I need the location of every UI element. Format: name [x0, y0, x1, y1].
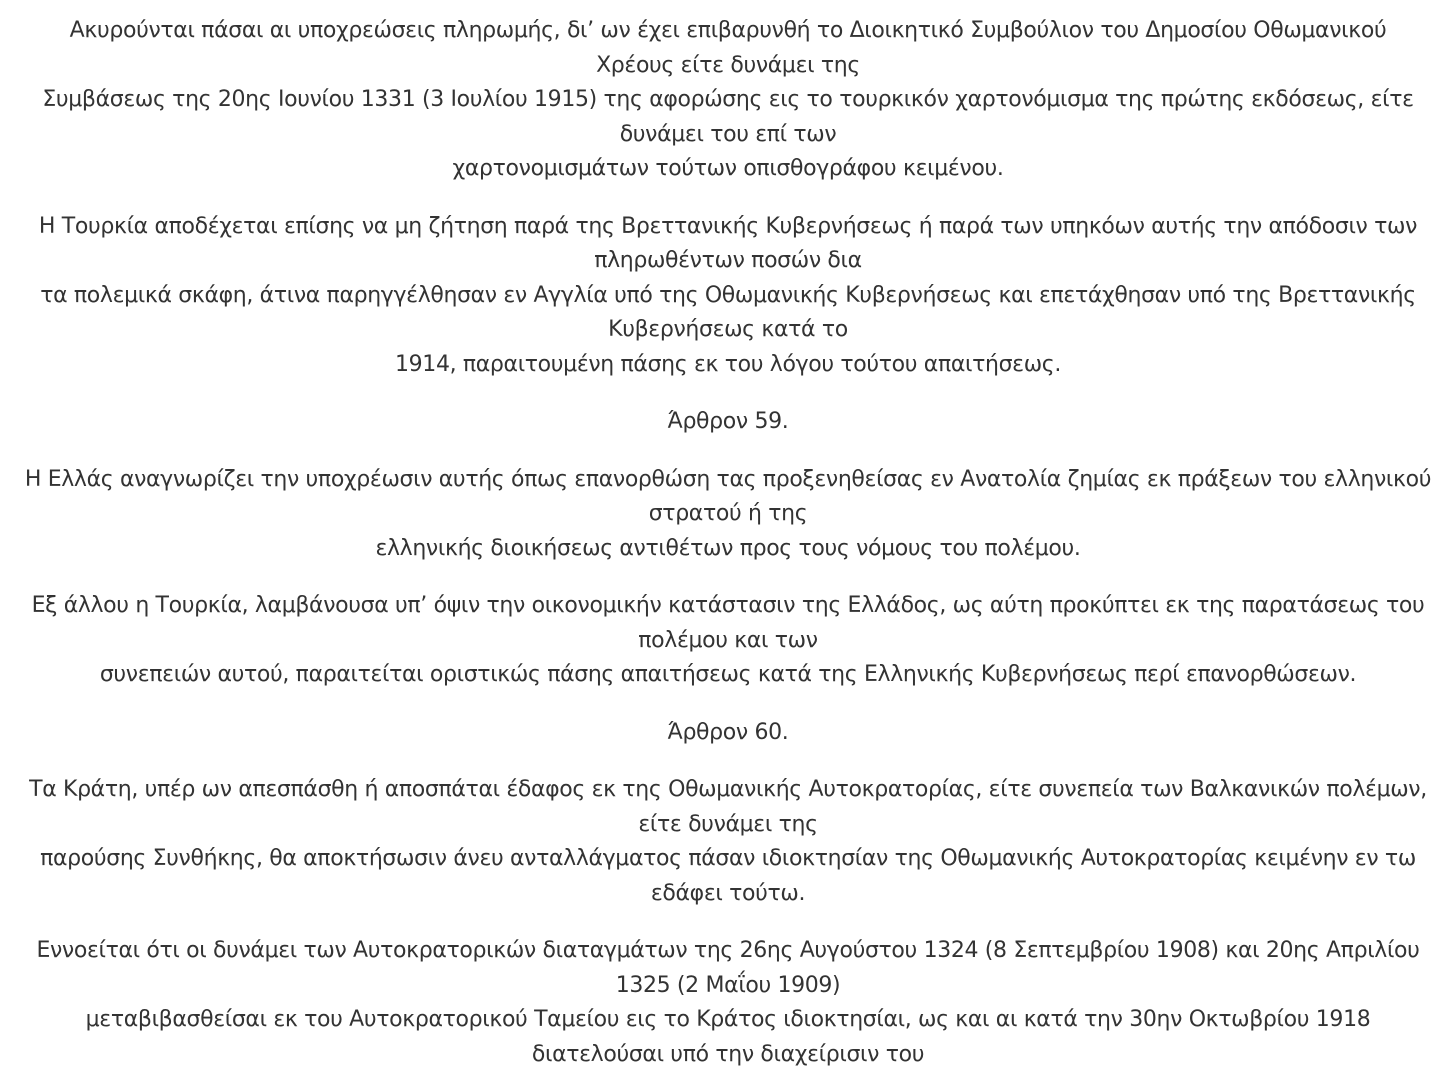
paragraph-turkey-renunciation: [8, 589, 1448, 693]
text-line: στρατού ή της: [648, 501, 808, 526]
text-line: εδάφει τούτω.: [650, 880, 806, 906]
article-title: Άρθρον 59.: [667, 409, 789, 434]
paragraph-payment-obligations: [8, 14, 1448, 187]
text-line: παρούσης Συνθήκης, θα αποκτήσωσιν άνευ ανταλλάγματος πάσαν ιδιοκτησίαν της Οθωμανικής Αυτοκρατορίας κειμένην εν τω: [40, 846, 1416, 871]
paragraph-territory-property: [8, 773, 1448, 911]
paragraph-warships: [8, 210, 1448, 383]
text-line: Κυβερνήσεως κατά το: [608, 317, 848, 342]
text-line: χαρτονομισμάτων τούτων οπισθογράφου κειμένου.: [452, 156, 1004, 181]
text-line: διατελούσαι υπό την διαχείρισιν του: [531, 1041, 925, 1067]
text-line: πολέμου και των: [638, 627, 818, 653]
text-line: μεταβιβασθείσαι εκ του Αυτοκρατορικού Ταμείου εις το Κράτος ιδιοκτησίαι, ως και αι κατά την 30ην Οκτωβρίου 1918: [85, 1007, 1371, 1032]
text-line: δυνάμει του επί των: [619, 121, 837, 147]
text-line: ελληνικής διοικήσεως αντιθέτων προς τους νόμους του πολέμου.: [375, 535, 1081, 561]
text-line: Εννοείται ότι οι δυνάμει των Αυτοκρατορικών διαταγμάτων της 26ης Αυγούστου 1324 (8 Σεπτεμβρίου 1908) και 20ης Απριλίου: [36, 938, 1420, 963]
paragraph-greece-reparations: [8, 463, 1448, 567]
text-line: Εξ άλλου η Τουρκία, λαμβάνουσα υπ’ όψιν την οικονομικήν κατάστασιν της Ελλάδος, ως αύτη προκύπτει εκ της παρατάσεως του: [31, 593, 1425, 618]
text-line: Η Τουρκία αποδέχεται επίσης να μη ζήτηση παρά της Βρεττανικής Κυβερνήσεως ή παρά των υπηκόων αυτής την απόδοσιν των: [38, 213, 1418, 239]
text-line: 1914, παραιτουμένη πάσης εκ του λόγου τούτου απαιτήσεως.: [395, 351, 1061, 377]
text-line: 1325 (2 Μαΐου 1909): [615, 972, 841, 998]
article-title: Άρθρον 60.: [667, 719, 789, 745]
text-line: συνεπειών αυτού, παραιτείται οριστικώς πάσης απαιτήσεως κατά της Ελληνικής Κυβερνήσεως περί επανορθώσεων.: [99, 662, 1357, 687]
text-line: Η Ελλάς αναγνωρίζει την υποχρέωσιν αυτής όπως επανορθώση τας προξενηθείσας εν Ανατολία ζημίας εκ πράξεων του ελληνικού: [24, 466, 1432, 492]
paragraph-imperial-decrees: [8, 934, 1448, 1072]
text-line: τα πολεμικά σκάφη, άτινα παρηγγέλθησαν εν Αγγλία υπό της Οθωμανικής Κυβερνήσεως και επετάχθησαν υπό της Βρεττανικής: [40, 282, 1416, 308]
text-line: είτε δυνάμει της: [638, 811, 818, 837]
text-line: Χρέους είτε δυνάμει της: [596, 52, 860, 78]
text-line: Συμβάσεως της 20ης Ιουνίου 1331 (3 Ιουλίου 1915) της αφορώσης εις το τουρκικόν χαρτονόμισμα της πρώτης εκδόσεως, είτε: [42, 87, 1414, 112]
article-heading-60: [8, 716, 1448, 751]
text-line: Τα Κράτη, υπέρ ων απεσπάσθη ή αποσπάται έδαφος εκ της Οθωμανικής Αυτοκρατορίας, είτε συνεπεία των Βαλκανικών πολέμων,: [29, 777, 1427, 802]
article-heading-59: [8, 405, 1448, 440]
text-line: πληρωθέντων ποσών δια: [594, 248, 862, 273]
text-line: Ακυρούνται πάσαι αι υποχρεώσεις πληρωμής, δι’ ων έχει επιβαρυνθή το Διοικητικό Συμβούλιον του Δημοσίου Οθωμανικού: [69, 18, 1387, 43]
